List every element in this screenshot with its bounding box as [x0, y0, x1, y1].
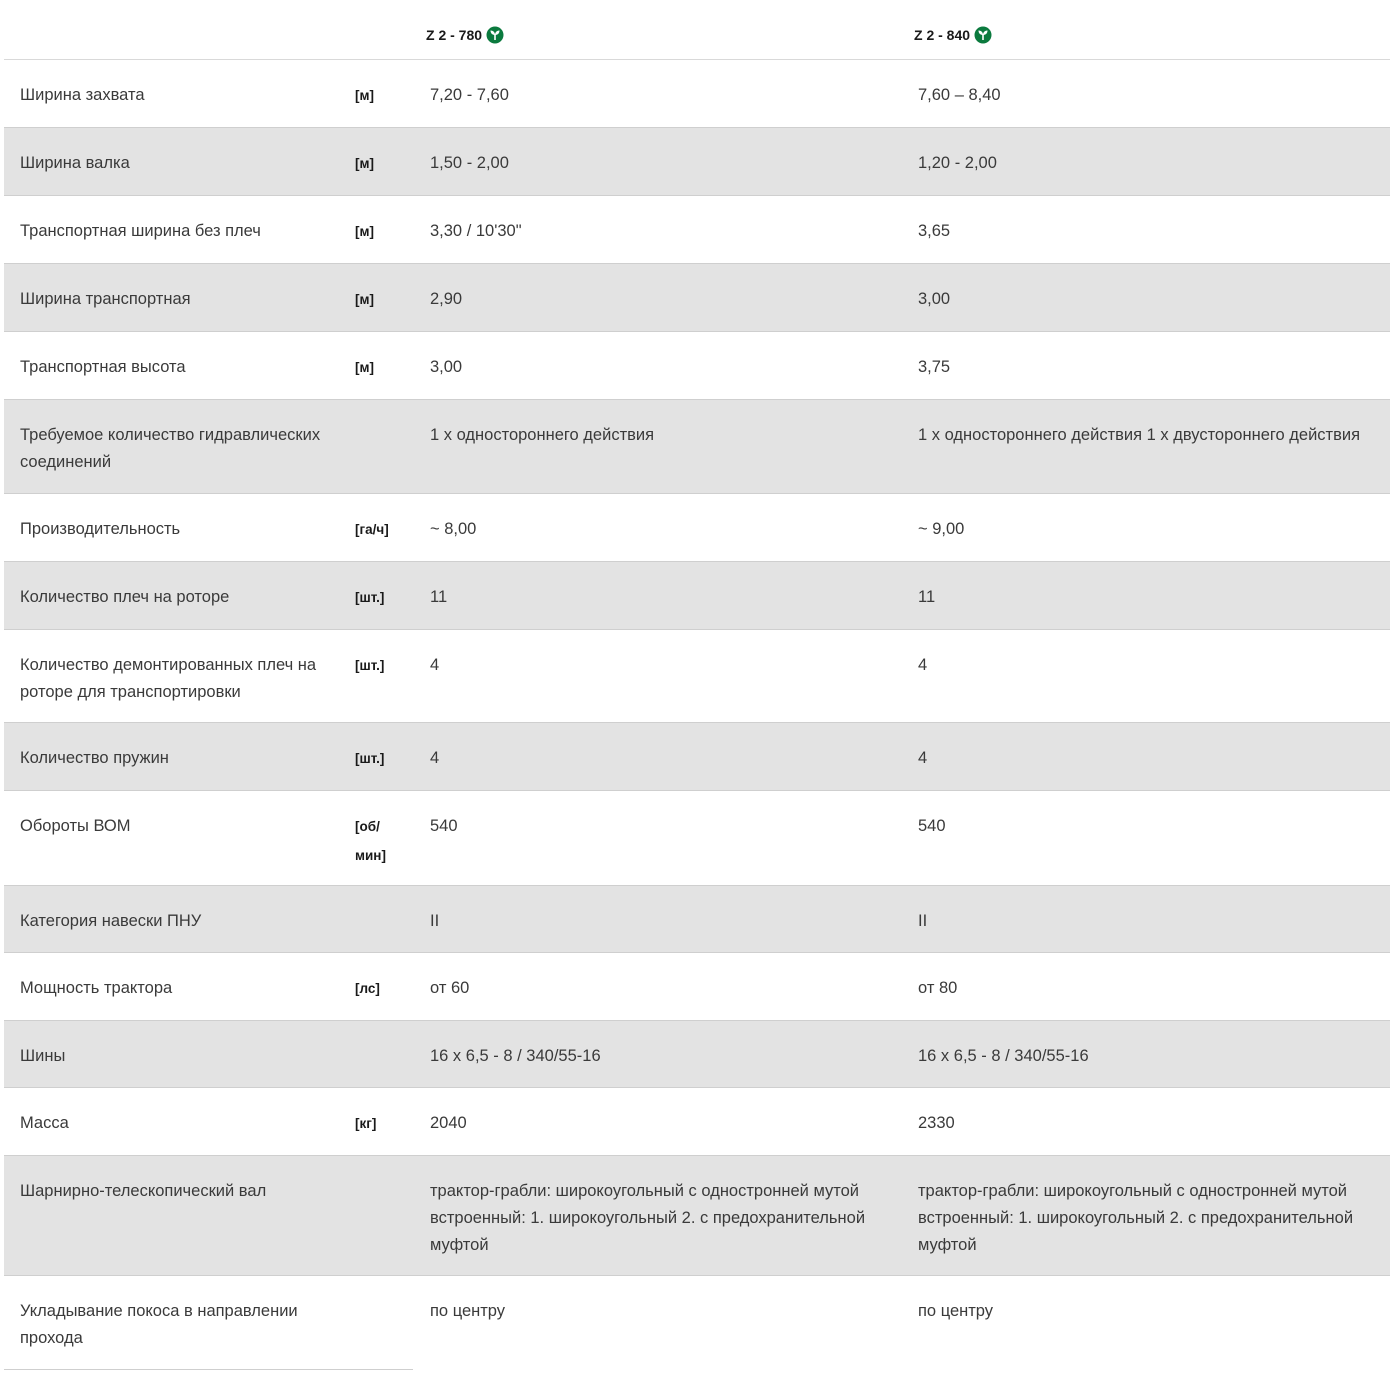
- param-label: Масса: [20, 1114, 69, 1132]
- unit-label: [шт.]: [355, 658, 385, 673]
- value-z2-780: 2,90: [430, 290, 463, 308]
- value-z2-840: 4: [918, 749, 928, 767]
- leaf-badge-icon: [486, 26, 504, 44]
- param-label: Мощность трактора: [20, 979, 173, 997]
- value-z2-780: 1,50 - 2,00: [430, 154, 509, 172]
- param-label: Количество плеч на роторе: [20, 588, 230, 606]
- param-label: Шины: [20, 1047, 66, 1065]
- unit-label: [об/мин]: [355, 819, 386, 863]
- value-z2-780: ~ 8,00: [430, 520, 477, 538]
- value-z2-780: от 60: [430, 979, 470, 997]
- table-row: [4, 562, 1390, 630]
- value-z2-840: 16 x 6,5 - 8 / 340/55-16: [918, 1047, 1089, 1065]
- value-z2-840: 540: [918, 817, 946, 835]
- value-z2-780: 11: [430, 588, 448, 606]
- unit-label: [м]: [355, 360, 374, 375]
- value-z2-780: 1 x одностороннего действия: [430, 426, 655, 444]
- value-z2-840: 3,00: [918, 290, 951, 308]
- param-label: Ширина транспортная: [20, 290, 191, 308]
- param-label: Ширина захвата: [20, 86, 145, 104]
- table-row: [4, 264, 1390, 332]
- value-z2-780: 3,30 / 10'30": [430, 222, 522, 240]
- value-z2-780: 540: [430, 817, 458, 835]
- model-header-z2-840: [914, 26, 992, 44]
- unit-label: [шт.]: [355, 590, 385, 605]
- model-name: Z 2 - 840: [914, 27, 971, 43]
- table-row: [4, 723, 1390, 791]
- value-z2-780: 2040: [430, 1114, 467, 1132]
- param-label: Шарнирно-телескопический вал: [20, 1182, 267, 1200]
- value-z2-840: 3,65: [918, 222, 951, 240]
- value-z2-840: 2330: [918, 1114, 955, 1132]
- value-z2-840: 11: [918, 588, 936, 606]
- leaf-badge-icon: [974, 26, 992, 44]
- value-z2-780: 4: [430, 656, 440, 674]
- value-z2-780: 4: [430, 749, 440, 767]
- table-row: [4, 1021, 1390, 1088]
- param-label: Ширина валка: [20, 154, 130, 172]
- table-row: [4, 400, 1390, 494]
- value-z2-780: 16 x 6,5 - 8 / 340/55-16: [430, 1047, 601, 1065]
- value-z2-840: 1 x одностороннего действия 1 x двустороннего действия: [918, 426, 1361, 444]
- unit-label: [шт.]: [355, 751, 385, 766]
- model-header-z2-780: [426, 26, 504, 44]
- value-z2-780: 3,00: [430, 358, 463, 376]
- param-label: Количество демонтированных плеч на роторе для транспортировки: [20, 656, 317, 701]
- table-header: [4, 0, 1390, 60]
- table-row: [4, 494, 1390, 562]
- spec-table: [4, 0, 1390, 1370]
- table-row: [4, 60, 1390, 128]
- table-row: [4, 630, 1390, 723]
- value-z2-780: по центру: [430, 1302, 506, 1320]
- unit-label: [м]: [355, 292, 374, 307]
- unit-label: [га/ч]: [355, 522, 389, 537]
- value-z2-840: 1,20 - 2,00: [918, 154, 997, 172]
- table-row: [4, 953, 1390, 1021]
- value-z2-840: по центру: [918, 1302, 994, 1320]
- value-z2-840: от 80: [918, 979, 958, 997]
- value-z2-840: трактор-грабли: широкоугольный с одностронней мутой встроенный: 1. широкоугольный 2. с предохранительной муфтой: [918, 1182, 1354, 1254]
- value-z2-840: ~ 9,00: [918, 520, 965, 538]
- table-row: [4, 1088, 1390, 1156]
- unit-label: [кг]: [355, 1116, 377, 1131]
- param-label: Требуемое количество гидравлических соединений: [20, 426, 321, 471]
- param-label: Обороты ВОМ: [20, 817, 131, 835]
- unit-label: [м]: [355, 224, 374, 239]
- unit-label: [м]: [355, 156, 374, 171]
- param-label: Транспортная высота: [20, 358, 186, 376]
- table-row: [4, 196, 1390, 264]
- table-row: [4, 1156, 1390, 1276]
- value-z2-780: 7,20 - 7,60: [430, 86, 509, 104]
- table-row: [4, 1276, 1390, 1370]
- value-z2-780: трактор-грабли: широкоугольный с одностронней мутой встроенный: 1. широкоугольный 2. с предохранительной муфтой: [430, 1182, 866, 1254]
- value-z2-840: 7,60 – 8,40: [918, 86, 1001, 104]
- table-row: [4, 791, 1390, 886]
- param-label: Количество пружин: [20, 749, 169, 767]
- value-z2-840: 4: [918, 656, 928, 674]
- table-row: [4, 886, 1390, 953]
- unit-label: [лс]: [355, 981, 380, 996]
- value-z2-840: II: [918, 912, 928, 930]
- param-label: Укладывание покоса в направлении прохода: [20, 1302, 298, 1347]
- value-z2-780: II: [430, 912, 440, 930]
- table-row: [4, 332, 1390, 400]
- param-label: Производительность: [20, 520, 181, 538]
- table-row: [4, 128, 1390, 196]
- model-name: Z 2 - 780: [426, 27, 483, 43]
- param-label: Категория навески ПНУ: [20, 912, 202, 930]
- unit-label: [м]: [355, 88, 374, 103]
- param-label: Транспортная ширина без плеч: [20, 222, 261, 240]
- value-z2-840: 3,75: [918, 358, 951, 376]
